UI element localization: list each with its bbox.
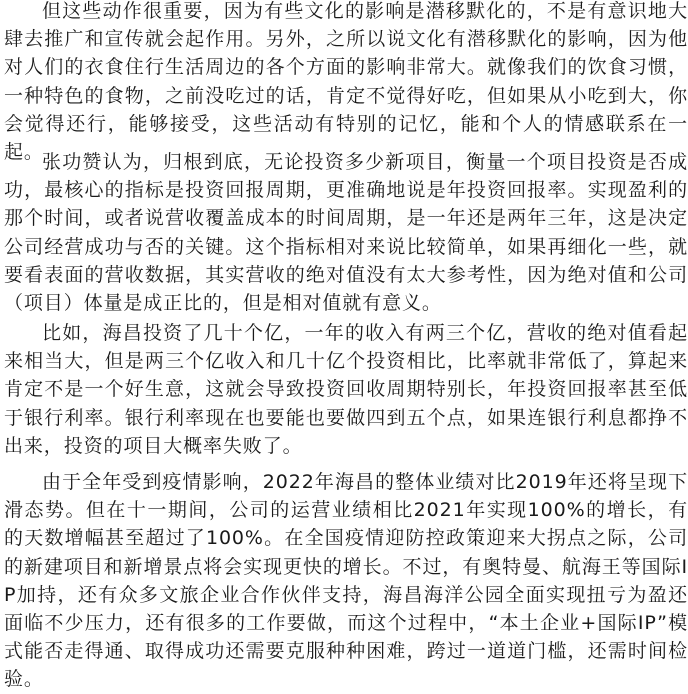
paragraph-1: 但这些动作很重要，因为有些文化的影响是潜移默化的，不是有意识地大肆去推广和宣传就会起作用。另外，之所以说文化有潜移默化的影响，因为他对人们的衣食住行生活周边的各个方面的影响非常大。就像我们的饮食习惯，一种特色的食物，之前没吃过的话，肯定不觉得好吃，但如果从小吃到大，你会觉得还行，能够接受，这些活动有特别的记忆，能和个人的情感联系在一起。 [4, 0, 688, 164]
paragraph-4: 由于全年受到疫情影响，2022年海昌的整体业绩对比2019年还将呈现下滑态势。但在十一期间，公司的运营业绩相比2021年实现100%的增长，有的天数增幅甚至超过了100%。在全国疫情迎防控政策迎来大拐点之际，公司的新建项目和新增景点将会实现更快的增长。不过，有奥特曼、航海王等国际IP加持，还有众多文旅企业合作伙伴支持，海昌海洋公园全面实现扭亏为盈还面临不少压力，还有很多的工作要做，而这个过程中，“本土企业+国际IP”模式能否走得通、取得成功还需要克服种种困难，跨过一道道门槛，还需时间检验。 [4, 471, 688, 691]
paragraph-2: 张功赞认为，归根到底，无论投资多少新项目，衡量一个项目投资是否成功，最核心的指标是投资回报周期，更准确地说是年投资回报率。实现盈利的那个时间，或者说营收覆盖成本的时间周期，是一年还是两年三年，这是决定公司经营成功与否的关键。这个指标相对来说比较简单，如果再细化一些，就要看表面的营收数据，其实营收的绝对值没有太大参考性，因为绝对值和公司（项目）体量是成正比的，但是相对值就有意义。 [4, 151, 688, 315]
paragraph-3: 比如，海昌投资了几十个亿，一年的收入有两三个亿，营收的绝对值看起来相当大，但是两三个亿收入和几十亿个投资相比，比率就非常低了，算起来肯定不是一个好生意，这就会导致投资回收周期特别长，年投资回报率甚至低于银行利率。银行利率现在也要能也要做四到五个点，如果连银行利息都挣不出来，投资的项目大概率失败了。 [4, 322, 688, 457]
